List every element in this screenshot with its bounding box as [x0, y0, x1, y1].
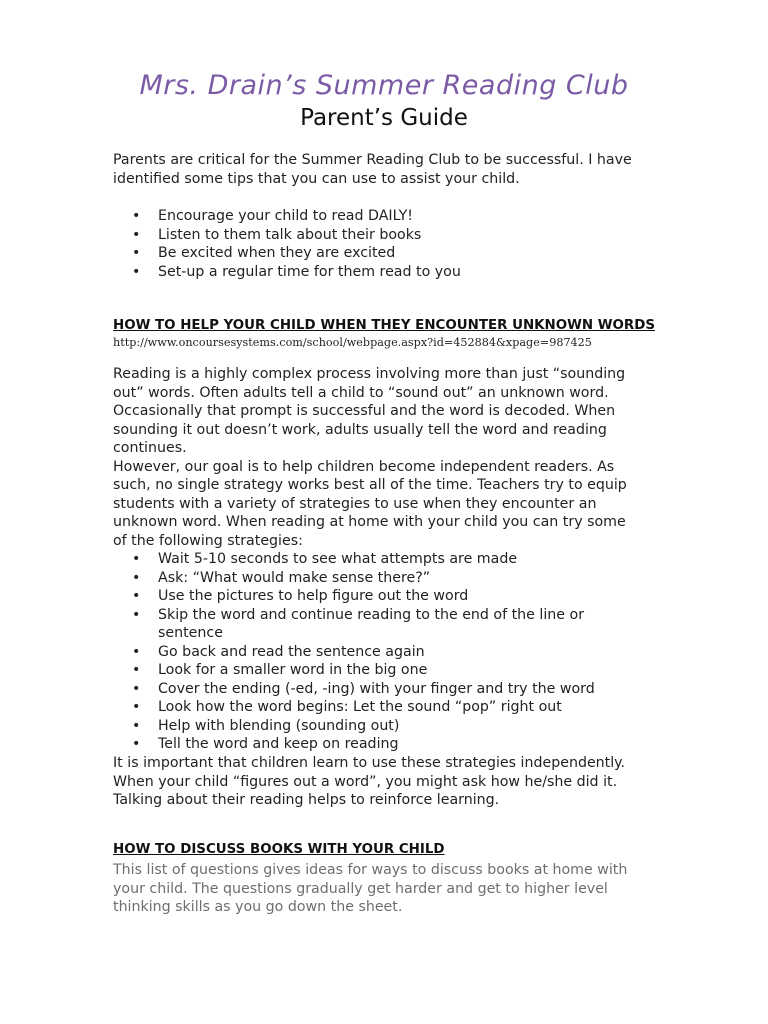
bullet-icon: •	[132, 680, 141, 697]
list-item: • Go back and read the sentence again	[132, 643, 425, 660]
bullet-icon: •	[132, 226, 141, 243]
section-heading-unknown-words: HOW TO HELP YOUR CHILD WHEN THEY ENCOUNTER UNKNOWN WORDS	[113, 318, 655, 333]
list-item: • Set-up a regular time for them read to you	[132, 263, 461, 280]
intro-paragraph: Parents are critical for the Summer Reading Club to be successful. I have identified some tips that you can use to assist your child.	[113, 152, 632, 187]
closing-paragraph: It is important that children learn to use these strategies independently. When your child “figures out a word”, you might ask how he/she did it. Talking about their reading helps to reinforce learning.	[113, 755, 626, 808]
list-item: • Look how the word begins: Let the sound “pop” right out	[132, 699, 562, 715]
document-subtitle: Parent’s Guide	[300, 105, 468, 131]
bullet-icon: •	[132, 208, 141, 224]
tips-list	[113, 207, 653, 281]
bullet-icon: •	[132, 588, 141, 604]
list-item: • Listen to them talk about their books	[132, 226, 422, 243]
discuss-books-paragraph: This list of questions gives ideas for ways to discuss books at home with your child. The questions gradually get harder and get to higher level thinking skills as you go down the sheet.	[113, 862, 628, 915]
bullet-icon: •	[132, 551, 141, 567]
list-item: • Ask: “What would make sense there?”	[132, 569, 431, 586]
unknown-words-paragraph	[113, 365, 643, 550]
list-item: • Help with blending (sounding out)	[132, 717, 400, 734]
section-heading-discuss-books: HOW TO DISCUSS BOOKS WITH YOUR CHILD	[113, 842, 445, 857]
bullet-icon: •	[132, 662, 141, 678]
list-item: • Wait 5-10 seconds to see what attempts are made	[132, 551, 518, 567]
bullet-icon: •	[132, 699, 141, 715]
bullet-icon: •	[132, 263, 141, 280]
list-item: • Tell the word and keep on reading	[132, 736, 399, 752]
list-item: • Use the pictures to help figure out the word	[132, 588, 469, 604]
list-item: • Encourage your child to read DAILY!	[132, 208, 413, 224]
document-title: Mrs. Drain’s Summer Reading Club	[139, 70, 629, 101]
bullet-icon: •	[132, 736, 141, 752]
list-item: • Skip the word and continue reading to the end of the line or sentence	[132, 606, 585, 641]
list-item: • Cover the ending (-ed, -ing) with your finger and try the word	[132, 680, 595, 697]
list-item: • Be excited when they are excited	[132, 245, 396, 261]
list-item: • Look for a smaller word in the big one	[132, 662, 428, 678]
bullet-icon: •	[132, 606, 141, 623]
bullet-icon: •	[132, 569, 141, 586]
bullet-icon: •	[132, 245, 141, 261]
strategies-list	[113, 550, 653, 754]
paragraph-1: Reading is a highly complex process involving more than just “sounding out” words. Often adults tell a child to “sound out” an unknown word. Occasionally that prompt is successful and the word is decoded. When sounding it out doesn’t work, adults usually tell the word and reading continues.	[113, 366, 626, 456]
bullet-icon: •	[132, 717, 141, 734]
source-url[interactable]: http://www.oncoursesystems.com/school/webpage.aspx?id=452884&xpage=987425	[113, 336, 592, 349]
bullet-icon: •	[132, 643, 141, 660]
paragraph-2: However, our goal is to help children become independent readers. As such, no single strategy works best all of the time. Teachers try to equip students with a variety of strategies to use when they encounter an unknown word. When reading at home with your child you can try some of the following strategies:	[113, 458, 627, 549]
